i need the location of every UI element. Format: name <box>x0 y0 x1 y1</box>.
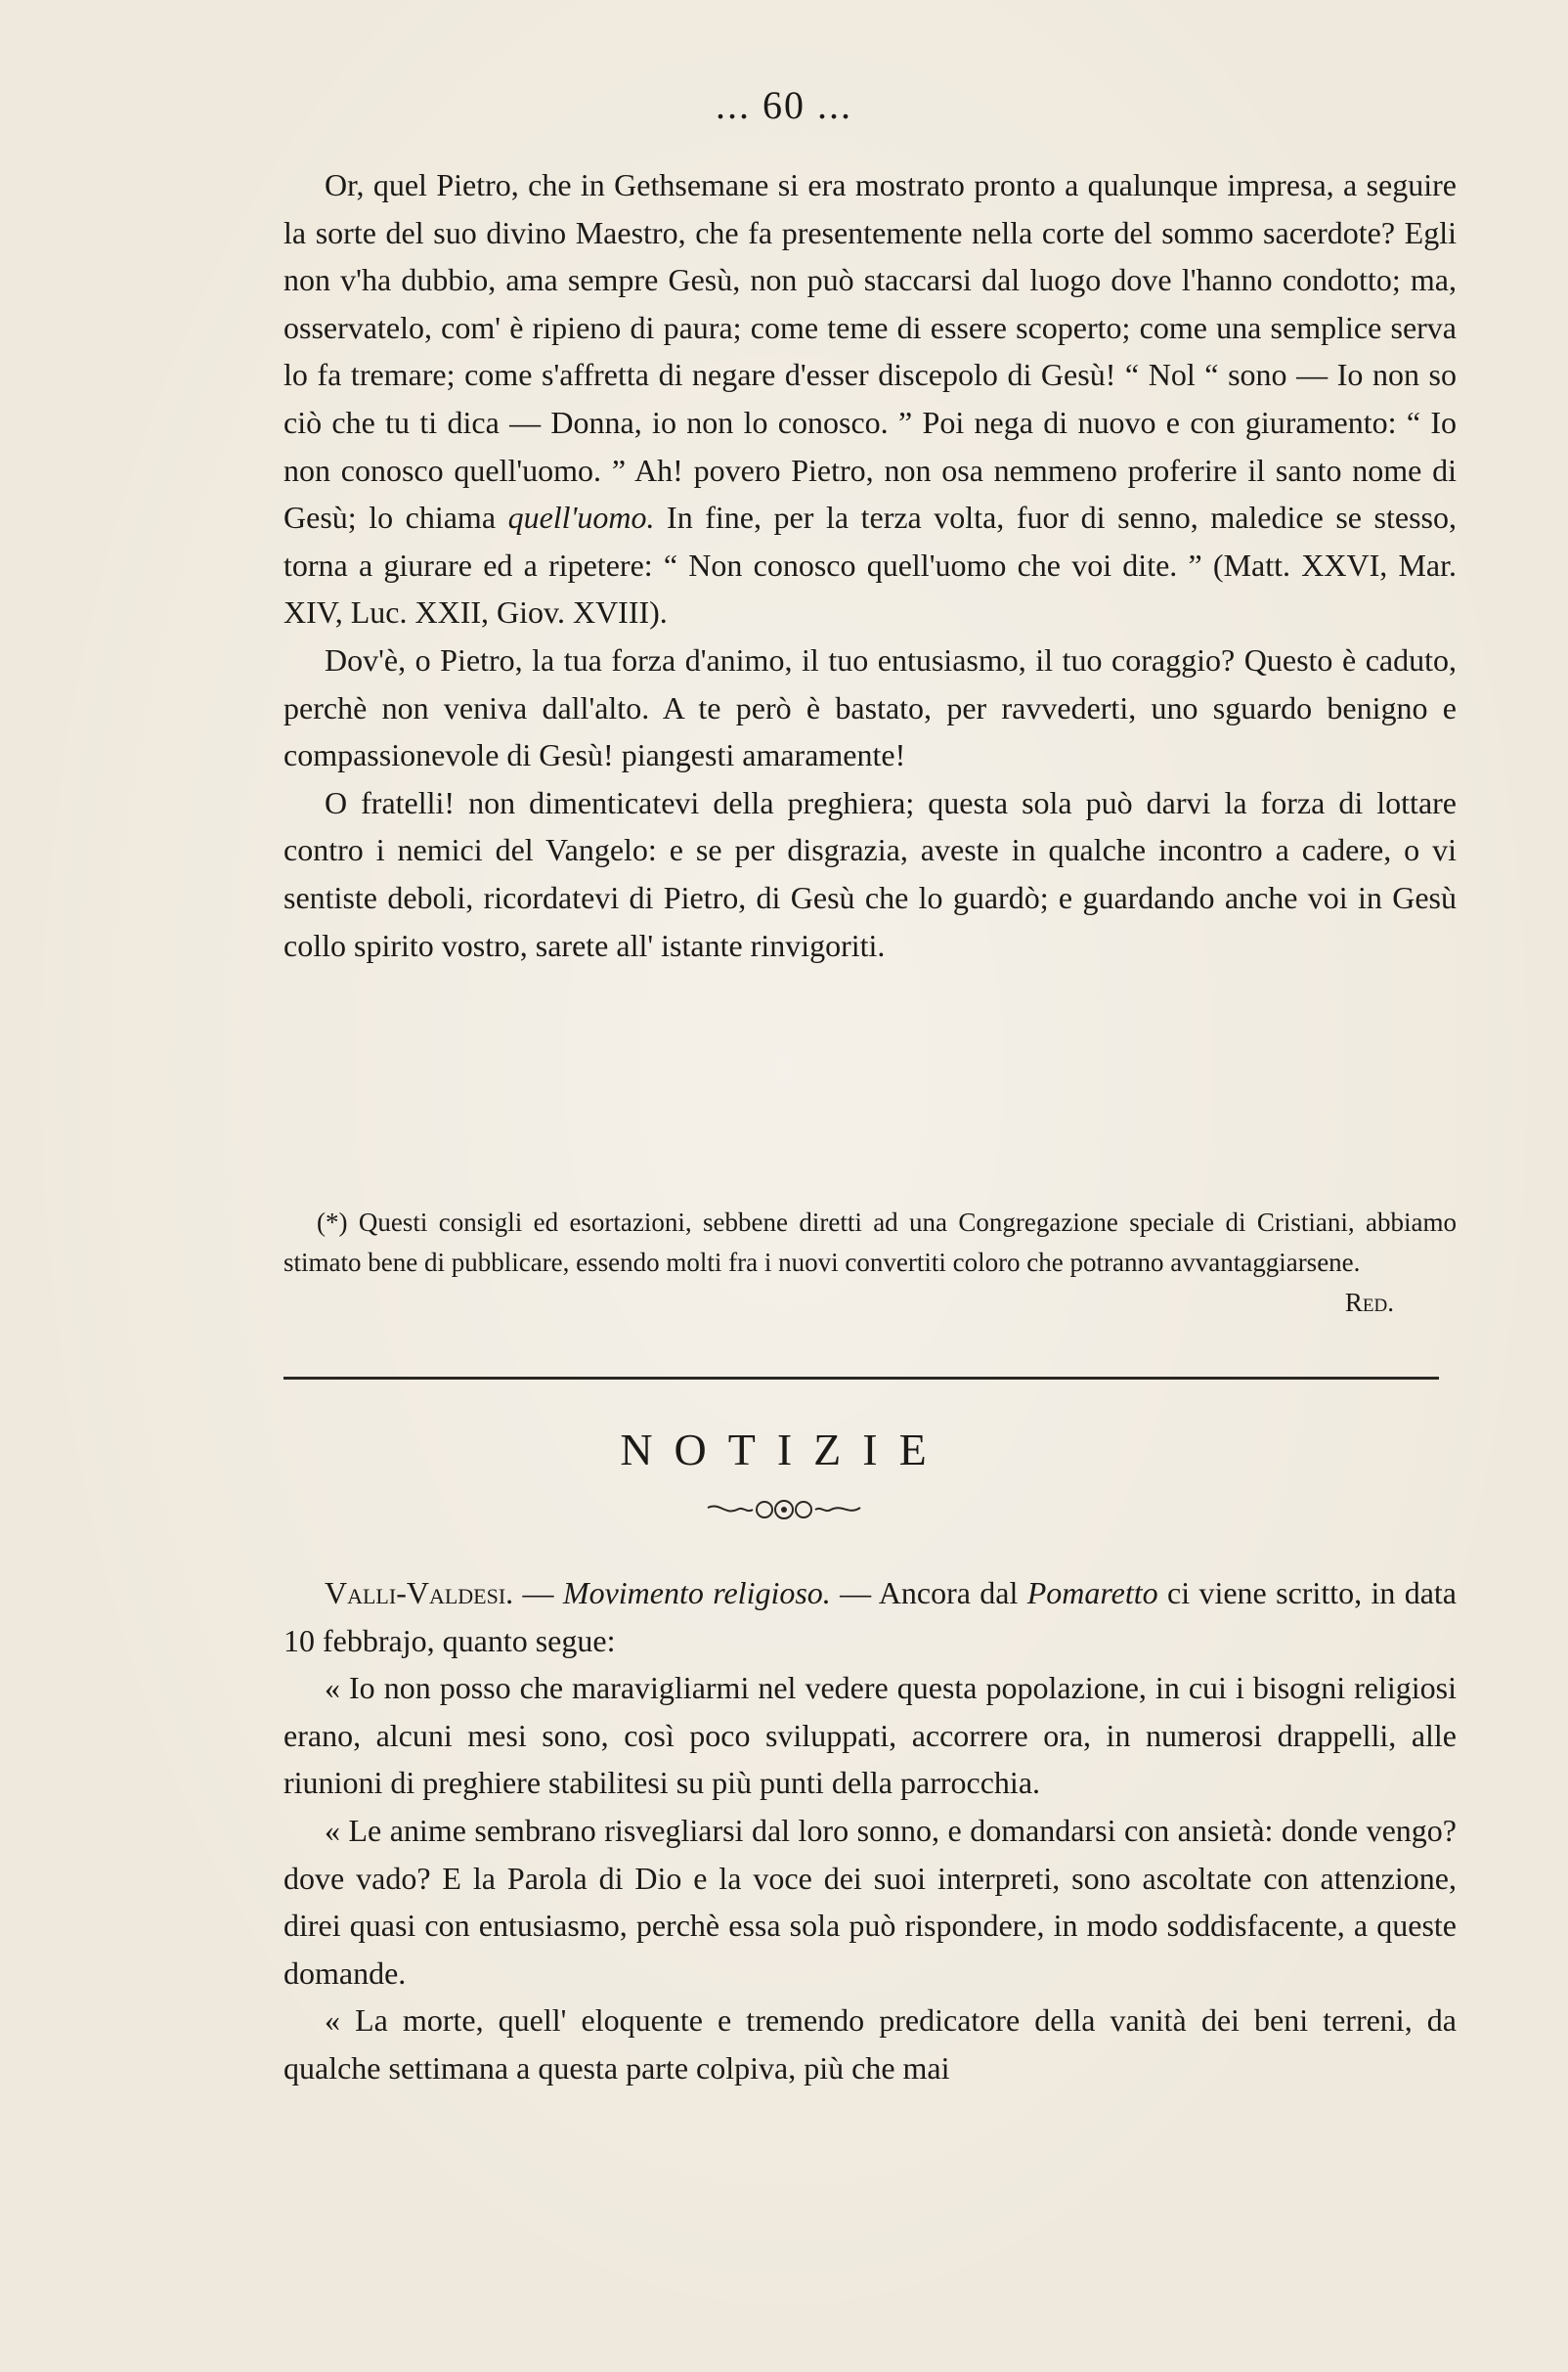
section-title: NOTIZIE <box>620 1425 948 1474</box>
news-place: Valli-Valdesi. <box>325 1575 514 1610</box>
paragraph-peter-denial-tail: In fine, per la terza volta, fuor di senno, maledice se stesso, torna a giurare ed a ripetere: “ Non conosco quell'uomo che voi dite. ” (Matt. XXVI, Mar. XIV, Luc. XXII, Giov. XVIII). <box>283 500 1458 631</box>
sermon-text <box>283 161 1457 969</box>
paragraph-peter-denial-text: Or, quel Pietro, che in Gethsemane si era mostrato pronto a qualunque impresa, a seguire la sorte del suo divino Maestro, che fa presentemente nella corte del sommo sacerdote? Egli non v'ha dubbio, ama sempre Gesù, non può staccarsi dal luogo dove l'hanno condotto; ma, osservatelo, com' è ripieno di paura; come teme di essere scoperto; come una semplice serva lo fa tremare; come s'affretta di negare d'esser discepolo di Gesù! “ Nol “ sono — Io non so ciò che tu ti dica — Donna, io non lo conosco. ” Poi nega di nuovo e con giuramento: “ Io non conosco quell'uomo. ” Ah! povero Pietro, non osa nemmeno proferire il santo nome di Gesù; lo chiama <box>283 167 1457 536</box>
paragraph-peter-courage: Dov'è, o Pietro, la tua forza d'animo, il tuo entusiasmo, il tuo coraggio? Questo è caduto, perchè non veniva dall'alto. A te però è bastato, per ravvederti, uno sguardo benigno e compassionevole di Gesù! piangesti amaramente! <box>283 641 1457 773</box>
ornament-icon <box>704 1496 864 1523</box>
news-paragraph-3: « La morte, quell' eloquente e tremendo predicatore della vanità dei beni terreni, da qualche settimana a questa parte colpiva, più che mai <box>283 2002 1457 2086</box>
footnote <box>283 1203 1457 1323</box>
footnote-text: (*) Questi consigli ed esortazioni, sebbene diretti ad una Congregazione speciale di Cristiani, abbiamo stimato bene di pubblicare, essendo molti fra i nuovi convertiti coloro che potranno avvantaggiarsene. <box>283 1208 1457 1277</box>
paragraph-peter-denial <box>283 161 1457 637</box>
news-intro-rest: ci viene scritto, in data 10 febbrajo, quanto segue: <box>283 1575 1458 1658</box>
page-number: ... 60 ... <box>716 83 852 127</box>
news-text <box>283 1569 1457 2092</box>
news-dash-2: — Ancora dal <box>830 1575 1027 1610</box>
news-intro <box>283 1569 1457 1664</box>
news-paragraph-1: « Io non posso che maravigliarmi nel vedere questa popolazione, in cui i bisogni religiosi erano, alcuni mesi sono, così poco sviluppati, accorrere ora, in numerosi drappelli, alle riunioni di preghiere stabilitesi su più punti della parrocchia. <box>283 1670 1457 1801</box>
section-divider <box>283 1377 1439 1380</box>
news-dash-1: — <box>513 1575 563 1610</box>
news-paragraph-2: « Le anime sembrano risvegliarsi dal loro sonno, e domandarsi con ansietà: donde vengo? dove vado? E la Parola di Dio e la voce dei suoi interpreti, sono ascoltate con attenzione, direi quasi con entusiasmo, perchè essa sola può rispondere, in modo soddisfacente, a queste domande. <box>283 1812 1457 1991</box>
news-topic: Movimento religioso. <box>562 1575 831 1610</box>
footnote-paragraph <box>283 1203 1457 1317</box>
footnote-signature: Red. <box>1344 1288 1394 1317</box>
paragraph-brothers-prayer: O fratelli! non dimenticatevi della preghiera; questa sola può darvi la forza di lottare contro i nemici del Vangelo: e se per disgrazia, aveste in qualche incontro a cadere, o vi sentiste deboli, ricordatevi di Pietro, di Gesù che lo guardò; e guardando anche voi in Gesù collo spirito vostro, sarete all' istante rinvigoriti. <box>283 784 1457 963</box>
italic-quelluomo: quell'uomo. <box>507 500 655 536</box>
news-town: Pomaretto <box>1026 1575 1158 1610</box>
